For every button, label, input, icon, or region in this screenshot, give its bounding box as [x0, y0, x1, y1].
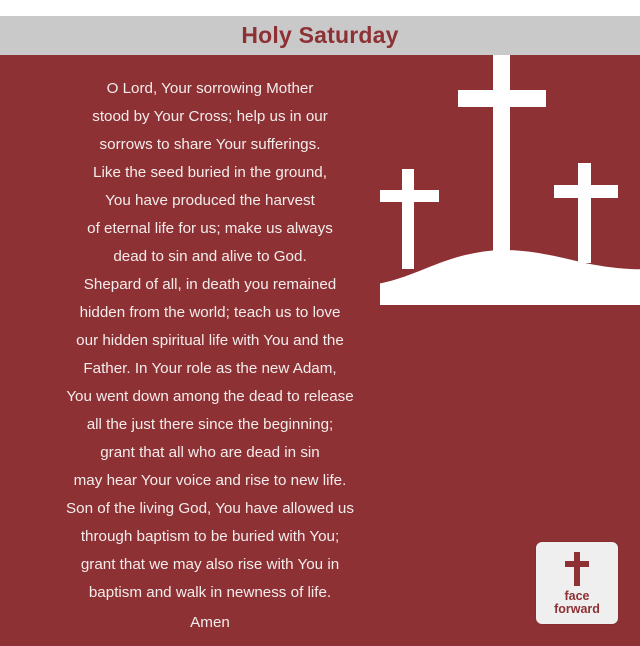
prayer-line: Son of the living God, You have allowed us: [66, 500, 354, 517]
prayer-line: our hidden spiritual life with You and the: [76, 332, 344, 349]
prayer-line: You have produced the harvest: [105, 192, 315, 209]
page-title: Holy Saturday: [241, 22, 399, 48]
prayer-line: grant that we may also rise with You in: [80, 556, 340, 573]
prayer-line: stood by Your Cross; help us in our: [92, 108, 328, 125]
face-forward-logo: [536, 542, 618, 624]
prayer-text: [16, 75, 404, 637]
logo-text: [536, 590, 618, 616]
logo-line-2: forward: [554, 602, 600, 616]
prayer-line: O Lord, Your sorrowing Mother: [106, 80, 314, 97]
prayer-line: all the just there since the beginning;: [86, 416, 334, 433]
prayer-line: hidden from the world; teach us to love: [79, 304, 341, 321]
title-bar: [0, 16, 640, 55]
top-white-strip: [0, 0, 640, 16]
cross-icon: [565, 552, 589, 586]
prayer-line: dead to sin and alive to God.: [113, 248, 307, 265]
prayer-line: Shepard of all, in death you remained: [83, 276, 337, 293]
prayer-line: baptism and walk in newness of life.: [88, 584, 332, 601]
prayer-line: may hear Your voice and rise to new life.: [73, 472, 347, 489]
prayer-line: through baptism to be buried with You;: [80, 528, 340, 545]
prayer-line: Father. In Your role as the new Adam,: [83, 360, 337, 377]
three-crosses-on-hill-icon: [380, 55, 640, 315]
prayer-line: grant that all who are dead in sin: [100, 444, 320, 461]
prayer-closing: Amen: [190, 614, 230, 631]
prayer-line: Like the seed buried in the ground,: [93, 164, 327, 181]
prayer-line: You went down among the dead to release: [66, 388, 354, 405]
prayer-line: sorrows to share Your sufferings.: [99, 136, 321, 153]
prayer-line: of eternal life for us; make us always: [87, 220, 333, 237]
logo-line-1: face: [564, 589, 590, 603]
body-area: [0, 55, 640, 646]
